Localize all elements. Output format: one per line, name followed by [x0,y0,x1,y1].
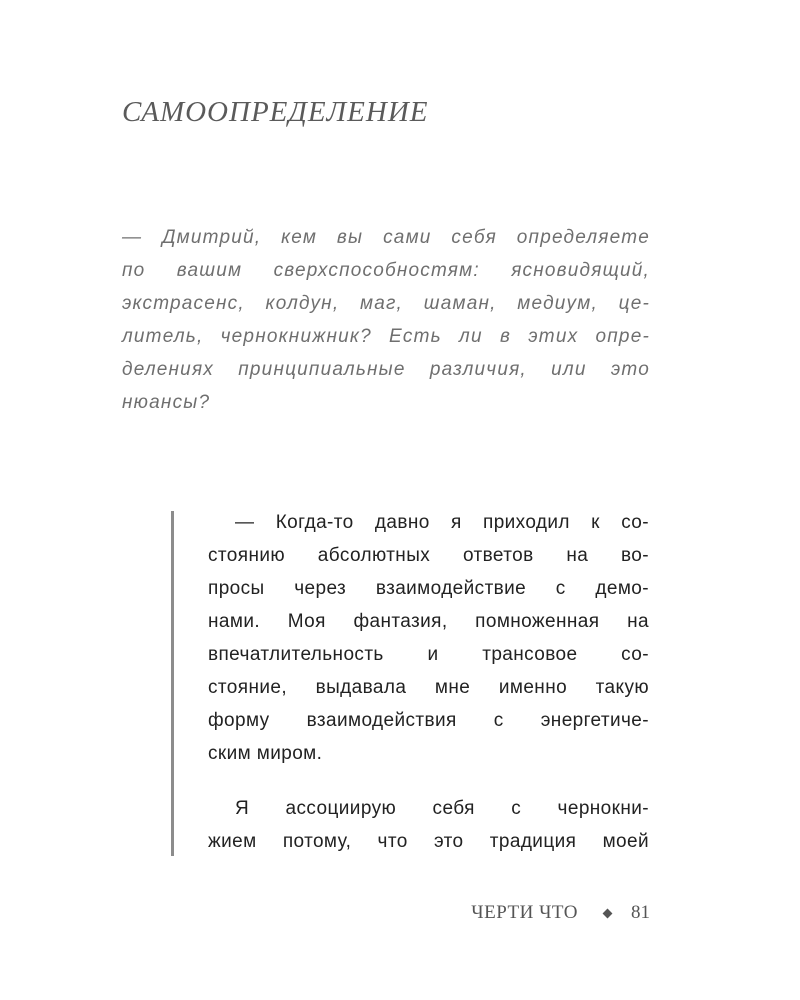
question-line: по вашим сверхспособностям: ясновидящий, [122,260,650,281]
question-line: литель, чернокнижник? Есть ли в этих опре- [122,326,650,347]
answer-line: нами. Моя фантазия, помноженная на [208,611,649,632]
question-line: экстрасенс, колдун, маг, шаман, медиум, це- [122,293,650,314]
answer-line: форму взаимодействия с энергетиче- [208,710,649,731]
answer-line: ским миром. [208,743,323,764]
answer-paragraph [208,792,649,858]
chapter-title: САМООПРЕДЕЛЕНИЕ [122,96,429,128]
question-line: нюансы? [122,392,211,413]
question-line: делениях принципиальные различия, или это [122,359,650,380]
page-footer [471,902,650,924]
answer-line: стояние, выдавала мне именно такую [208,677,649,698]
answer-line: впечатлительность и трансовое со- [208,644,649,665]
running-title: ЧЕРТИ ЧТО [471,902,578,923]
interview-question [122,221,650,419]
diamond-icon [603,908,613,918]
answer-paragraph [208,506,649,770]
question-line: — Дмитрий, кем вы сами себя определяете [122,227,650,248]
quote-bar [171,511,174,856]
page-number: 81 [631,902,650,923]
answer-line: Я ассоциирую себя с чернокни- [235,798,649,819]
interview-answer [208,506,649,858]
answer-line: — Когда-то давно я приходил к со- [235,512,649,533]
answer-line: жием потому, что это традиция моей [208,831,649,852]
answer-line: стоянию абсолютных ответов на во- [208,545,649,566]
answer-line: просы через взаимодействие с демо- [208,578,649,599]
